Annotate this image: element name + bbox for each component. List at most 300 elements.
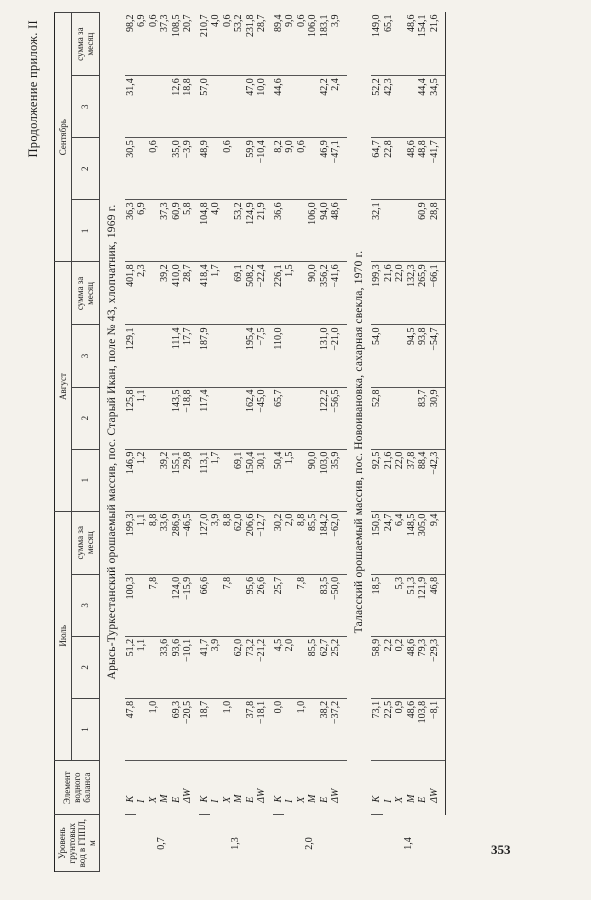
sum-header: сумма за месяц (71, 511, 99, 574)
value-cell: 7,8 (296, 574, 308, 636)
value-cell (148, 200, 160, 262)
section-title-row (100, 13, 125, 872)
table-row (148, 13, 160, 872)
value-cell: 95,6 (245, 574, 257, 636)
value-cell: 0,6 (222, 138, 234, 200)
value-cell: −12,7 (256, 511, 273, 574)
value-cell: 1,5 (284, 449, 296, 511)
balance-element-cell: X (147, 796, 159, 803)
value-cell: 0,9 (394, 698, 406, 760)
table-row (222, 13, 234, 872)
value-cell: −7,5 (256, 325, 273, 387)
value-cell: 60,9 (171, 200, 183, 262)
value-cell: 36,6 (273, 200, 285, 262)
value-cell: 410,0 (171, 262, 183, 325)
value-cell: 129,1 (125, 325, 137, 387)
value-cell: 46,8 (429, 574, 446, 636)
value-cell: 62,0 (233, 511, 245, 574)
section-title-row (347, 13, 372, 872)
value-cell (307, 138, 319, 200)
balance-element-cell: ΔW (256, 788, 267, 803)
balance-element-cell: K (125, 760, 137, 814)
table-row (319, 13, 331, 872)
section-title: Таласский орошаемый массив, пос. Новоивановка, сахарная свекла, 1970 г. (352, 250, 365, 634)
value-cell (148, 387, 160, 449)
decade-header: 2 (71, 138, 99, 200)
value-cell (284, 574, 296, 636)
table-row (307, 13, 319, 872)
value-cell: 305,0 (417, 511, 429, 574)
value-cell: 48,6 (406, 138, 418, 200)
table-row (394, 13, 406, 872)
value-cell: 51,3 (406, 574, 418, 636)
value-cell (296, 200, 308, 262)
value-cell (159, 138, 171, 200)
value-cell: 9,4 (429, 511, 446, 574)
value-cell (296, 387, 308, 449)
balance-element-cell: I (382, 799, 394, 803)
value-cell (148, 636, 160, 698)
value-cell (148, 325, 160, 387)
value-cell: 31,4 (125, 76, 137, 138)
table-row (125, 13, 137, 872)
value-cell: 48,9 (199, 138, 211, 200)
value-cell: 6,4 (394, 511, 406, 574)
value-cell: 1,5 (284, 262, 296, 325)
value-cell (136, 138, 148, 200)
value-cell: −50,0 (330, 574, 347, 636)
decade-header: 1 (71, 449, 99, 511)
table-row (296, 13, 308, 872)
value-cell: 1,0 (222, 698, 234, 760)
value-cell (307, 574, 319, 636)
value-cell: 5,8 (182, 200, 199, 262)
value-cell: 0,6 (222, 13, 234, 76)
value-cell: 33,6 (159, 636, 171, 698)
value-cell (210, 138, 222, 200)
value-cell (307, 76, 319, 138)
month-header-july: Июль (55, 511, 72, 760)
value-cell: 3,9 (210, 511, 222, 574)
value-cell: 155,1 (171, 449, 183, 511)
value-cell: 20,7 (182, 13, 199, 76)
value-cell (136, 698, 148, 760)
value-cell: −46,5 (182, 511, 199, 574)
value-cell (383, 325, 395, 387)
value-cell: 154,1 (417, 13, 429, 76)
value-cell: −22,4 (256, 262, 273, 325)
value-cell: 53,2 (233, 13, 245, 76)
value-cell: −37,2 (330, 698, 347, 760)
value-cell: 195,4 (245, 325, 257, 387)
element-header: Элемент водного баланса (55, 760, 100, 814)
value-cell: 65,1 (383, 13, 395, 76)
value-cell: 2,0 (284, 636, 296, 698)
value-cell (222, 262, 234, 325)
sum-header: сумма за месяц (71, 13, 99, 76)
value-cell: 85,5 (307, 511, 319, 574)
value-cell (210, 574, 222, 636)
value-cell: 1,0 (148, 698, 160, 760)
value-cell: 10,0 (256, 76, 273, 138)
value-cell: 35,9 (330, 449, 347, 511)
value-cell: 231,8 (245, 13, 257, 76)
value-cell: −20,5 (182, 698, 199, 760)
value-cell: 199,3 (125, 511, 137, 574)
value-cell (222, 325, 234, 387)
value-cell (394, 13, 406, 76)
value-cell: 21,9 (256, 200, 273, 262)
value-cell: 122,2 (319, 387, 331, 449)
value-cell: 37,3 (159, 200, 171, 262)
value-cell: 9,0 (284, 13, 296, 76)
balance-element-cell: ΔW (182, 788, 193, 803)
value-cell (394, 76, 406, 138)
value-cell: 35,0 (171, 138, 183, 200)
section-title: Арысь-Туркестанский орошаемый массив, пос. Старый Икан, поле № 43, хлопчатник, 1969 г. (106, 204, 118, 680)
value-cell: 92,5 (371, 449, 383, 511)
value-cell: 1,1 (136, 387, 148, 449)
value-cell: 0,6 (148, 13, 160, 76)
value-cell: 106,0 (307, 200, 319, 262)
value-cell: 5,3 (394, 574, 406, 636)
value-cell (159, 387, 171, 449)
value-cell: 1,7 (210, 262, 222, 325)
value-cell: 44,4 (417, 76, 429, 138)
balance-element-cell: K (273, 760, 285, 814)
value-cell: 37,8 (406, 449, 418, 511)
value-cell (394, 387, 406, 449)
value-cell (159, 325, 171, 387)
value-cell: 0,6 (296, 13, 308, 76)
value-cell: 64,7 (371, 138, 383, 200)
value-cell (394, 138, 406, 200)
value-cell: −41,6 (330, 262, 347, 325)
value-cell: −3,9 (182, 138, 199, 200)
groundwater-level-cell: 2,0 (303, 837, 315, 850)
value-cell: 150,5 (371, 511, 383, 574)
value-cell: 65,7 (273, 387, 285, 449)
balance-element-cell: M (307, 794, 318, 803)
value-cell: 2,4 (330, 76, 347, 138)
value-cell: 7,8 (148, 574, 160, 636)
groundwater-level-cell: 0,7 (155, 837, 167, 850)
value-cell (284, 76, 296, 138)
value-cell: −8,1 (429, 698, 446, 760)
value-cell (136, 325, 148, 387)
sum-header: сумма за месяц (71, 262, 99, 325)
value-cell (233, 574, 245, 636)
value-cell: 52,2 (371, 76, 383, 138)
value-cell (284, 698, 296, 760)
value-cell: 21,6 (429, 13, 446, 76)
value-cell: 94,0 (319, 200, 331, 262)
balance-element-cell: K (199, 760, 211, 814)
value-cell (296, 325, 308, 387)
value-cell: 22,5 (383, 698, 395, 760)
value-cell: −62,0 (330, 511, 347, 574)
value-cell: 508,2 (245, 262, 257, 325)
balance-element-cell: E (318, 796, 330, 803)
page-number: 353 (491, 842, 511, 857)
table-row (199, 13, 211, 872)
value-cell: −10,1 (182, 636, 199, 698)
value-cell: 30,9 (429, 387, 446, 449)
value-cell: 42,2 (319, 76, 331, 138)
value-cell: 42,3 (383, 76, 395, 138)
value-cell: 69,1 (233, 262, 245, 325)
value-cell: 41,7 (199, 636, 211, 698)
value-cell: 98,2 (125, 13, 137, 76)
value-cell: 356,2 (319, 262, 331, 325)
balance-element-cell: I (284, 799, 295, 803)
value-cell (222, 200, 234, 262)
value-cell: 148,5 (406, 511, 418, 574)
value-cell (383, 574, 395, 636)
value-cell: 3,9 (330, 13, 347, 76)
value-cell: 32,1 (371, 200, 383, 262)
groundwater-level-cell: 1,3 (229, 837, 241, 850)
value-cell: −18,1 (256, 698, 273, 760)
value-cell: 4,0 (210, 200, 222, 262)
value-cell: 38,2 (319, 698, 331, 760)
value-cell: 69,1 (233, 449, 245, 511)
value-cell: 66,6 (199, 574, 211, 636)
value-cell: 401,8 (125, 262, 137, 325)
value-cell (210, 698, 222, 760)
value-cell: −10,4 (256, 138, 273, 200)
value-cell: 206,6 (245, 511, 257, 574)
value-cell: 48,6 (330, 200, 347, 262)
value-cell: 100,3 (125, 574, 137, 636)
value-cell (222, 636, 234, 698)
value-cell: 30,1 (256, 449, 273, 511)
value-cell: 226,1 (273, 262, 285, 325)
value-cell: 28,7 (256, 13, 273, 76)
balance-element-cell: X (221, 796, 233, 803)
value-cell: 73,1 (371, 698, 383, 760)
value-cell: 2,2 (383, 636, 395, 698)
value-cell: 25,2 (330, 636, 347, 698)
value-cell: 1,7 (210, 449, 222, 511)
value-cell: 36,3 (125, 200, 137, 262)
value-cell: 111,4 (171, 325, 183, 387)
value-cell: 18,8 (182, 76, 199, 138)
value-cell (148, 449, 160, 511)
value-cell: 26,6 (256, 574, 273, 636)
value-cell (233, 698, 245, 760)
value-cell: 1,1 (136, 511, 148, 574)
value-cell: 89,4 (273, 13, 285, 76)
value-cell: 2,0 (284, 511, 296, 574)
value-cell: 0,0 (273, 698, 285, 760)
value-cell: 17,7 (182, 325, 199, 387)
month-header-august: Август (55, 262, 72, 511)
value-cell (406, 76, 418, 138)
table-row (406, 13, 418, 872)
value-cell (383, 200, 395, 262)
value-cell (159, 76, 171, 138)
value-cell: 149,0 (371, 13, 383, 76)
value-cell: 8,8 (148, 511, 160, 574)
value-cell: 108,5 (171, 13, 183, 76)
table-row (233, 13, 245, 872)
value-cell: −15,9 (182, 574, 199, 636)
value-cell (222, 449, 234, 511)
value-cell (210, 387, 222, 449)
value-cell: 2,3 (136, 262, 148, 325)
value-cell: 286,9 (171, 511, 183, 574)
value-cell: 48,6 (406, 636, 418, 698)
value-cell: 62,0 (233, 636, 245, 698)
table-row (182, 13, 199, 872)
value-cell: 22,0 (394, 262, 406, 325)
value-cell: −41,7 (429, 138, 446, 200)
balance-element-cell: I (136, 799, 147, 803)
value-cell: 54,0 (371, 325, 383, 387)
balance-element-cell: M (405, 794, 417, 803)
value-cell: 103,0 (319, 449, 331, 511)
value-cell: 199,3 (371, 262, 383, 325)
value-cell (233, 76, 245, 138)
value-cell: 110,0 (273, 325, 285, 387)
value-cell: 1,2 (136, 449, 148, 511)
value-cell: 8,8 (222, 511, 234, 574)
value-cell: 83,5 (319, 574, 331, 636)
value-cell: −18,8 (182, 387, 199, 449)
table-row (429, 13, 446, 872)
value-cell (296, 636, 308, 698)
balance-element-cell: E (417, 796, 428, 803)
decade-header: 3 (71, 76, 99, 138)
value-cell (296, 262, 308, 325)
value-cell (136, 574, 148, 636)
table-row (256, 13, 273, 872)
rotated-page-content (16, 12, 576, 872)
value-cell (159, 698, 171, 760)
value-cell: 0,6 (148, 138, 160, 200)
value-cell (210, 76, 222, 138)
value-cell (222, 387, 234, 449)
value-cell (233, 325, 245, 387)
value-cell: 94,5 (406, 325, 418, 387)
value-cell: 69,3 (171, 698, 183, 760)
value-cell: 47,8 (125, 698, 137, 760)
value-cell: 79,3 (417, 636, 429, 698)
value-cell: 93,8 (417, 325, 429, 387)
value-cell (394, 200, 406, 262)
value-cell: 187,9 (199, 325, 211, 387)
value-cell: 46,9 (319, 138, 331, 200)
level-header: Уровень грунтовых вод в ГППЛ, м (55, 815, 100, 872)
value-cell (406, 387, 418, 449)
value-cell: 183,1 (319, 13, 331, 76)
value-cell (296, 76, 308, 138)
value-cell: 4,5 (273, 636, 285, 698)
decade-header: 2 (71, 636, 99, 698)
balance-element-cell: M (159, 794, 170, 803)
value-cell: 125,8 (125, 387, 137, 449)
value-cell: 47,0 (245, 76, 257, 138)
value-cell: 104,8 (199, 200, 211, 262)
value-cell (148, 262, 160, 325)
value-cell: −45,0 (256, 387, 273, 449)
value-cell: 150,4 (245, 449, 257, 511)
value-cell: 90,0 (307, 262, 319, 325)
value-cell: 33,6 (159, 511, 171, 574)
value-cell: 37,8 (245, 698, 257, 760)
groundwater-level-cell: 1,4 (402, 837, 414, 850)
value-cell: 9,0 (284, 138, 296, 200)
value-cell: 93,6 (171, 636, 183, 698)
value-cell: 48,8 (417, 138, 429, 200)
value-cell (148, 76, 160, 138)
value-cell: 0,2 (394, 636, 406, 698)
value-cell: 162,4 (245, 387, 257, 449)
value-cell: 25,7 (273, 574, 285, 636)
balance-element-cell: K (371, 760, 383, 814)
value-cell (210, 325, 222, 387)
value-cell: 124,9 (245, 200, 257, 262)
value-cell: 143,5 (171, 387, 183, 449)
value-cell (307, 325, 319, 387)
table-row (171, 13, 183, 872)
value-cell: 28,7 (182, 262, 199, 325)
value-cell: 18,5 (371, 574, 383, 636)
value-cell: −29,3 (429, 636, 446, 698)
value-cell: 4,0 (210, 13, 222, 76)
value-cell: 21,6 (383, 449, 395, 511)
value-cell: 21,6 (383, 262, 395, 325)
value-cell (394, 325, 406, 387)
table-row (159, 13, 171, 872)
value-cell: 60,9 (417, 200, 429, 262)
value-cell (284, 387, 296, 449)
month-header-september: Сентябрь (55, 13, 72, 262)
value-cell: 103,8 (417, 698, 429, 760)
balance-element-cell: E (244, 796, 256, 803)
table-header (55, 13, 100, 872)
value-cell (383, 387, 395, 449)
table-row (136, 13, 148, 872)
balance-element-cell: E (170, 796, 182, 803)
value-cell: 39,2 (159, 262, 171, 325)
value-cell: 48,6 (406, 13, 418, 76)
value-cell: 121,9 (417, 574, 429, 636)
value-cell: 22,0 (394, 449, 406, 511)
value-cell: 90,0 (307, 449, 319, 511)
decade-header: 1 (71, 698, 99, 760)
value-cell: −21,2 (256, 636, 273, 698)
table-row (245, 13, 257, 872)
value-cell: 418,4 (199, 262, 211, 325)
value-cell: 3,9 (210, 636, 222, 698)
value-cell: 22,8 (383, 138, 395, 200)
value-cell (406, 200, 418, 262)
value-cell: −66,1 (429, 262, 446, 325)
table-row (273, 13, 285, 872)
value-cell: 62,7 (319, 636, 331, 698)
value-cell (307, 387, 319, 449)
value-cell: 1,0 (296, 698, 308, 760)
value-cell: 48,6 (406, 698, 418, 760)
value-cell: 34,5 (429, 76, 446, 138)
balance-element-cell: ΔW (330, 788, 341, 803)
value-cell: 6,9 (136, 13, 148, 76)
balance-element-cell: I (210, 799, 221, 803)
table-row (284, 13, 296, 872)
value-cell: −21,0 (330, 325, 347, 387)
